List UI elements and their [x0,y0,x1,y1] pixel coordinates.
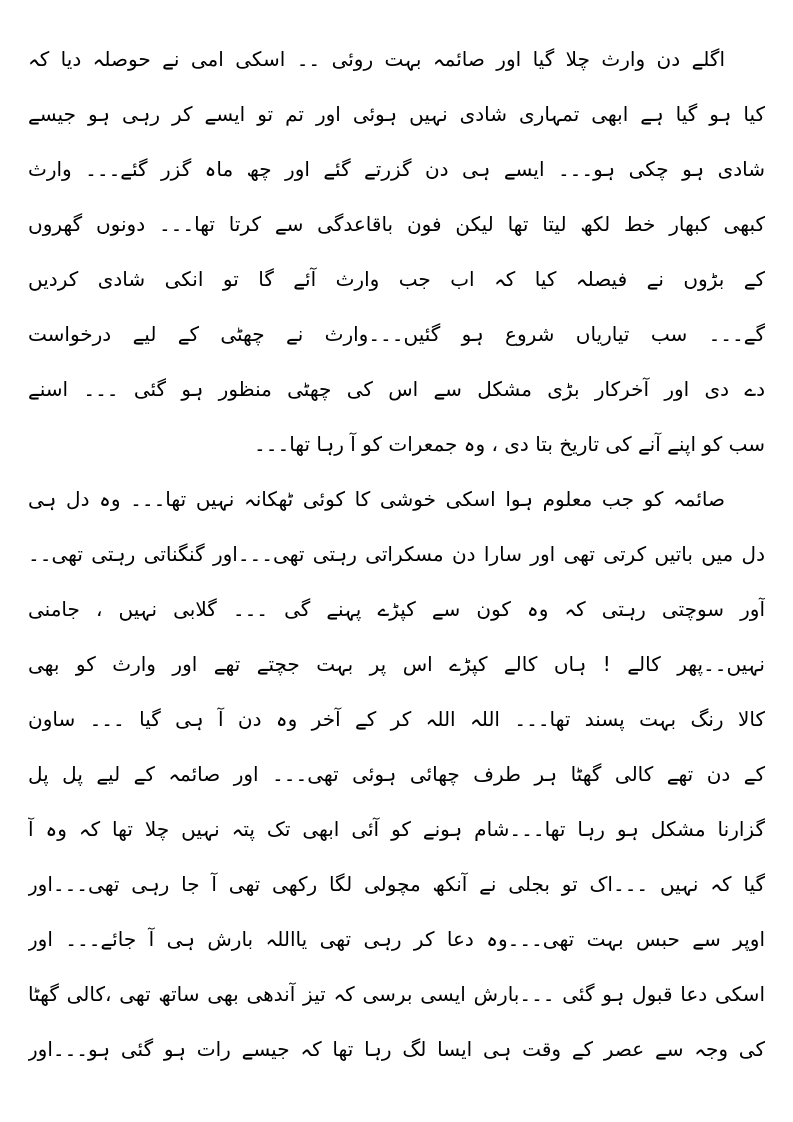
text-line: گزارنا مشکل ہو رہا تھا۔۔۔شام ہونے کو آئی ابھی تک پتہ نہیں چلا تھا کہ وہ آ [28,817,765,841]
text-line: دل میں باتیں کرتی تھی اور سارا دن مسکراتی رہتی تھی۔۔۔اور گنگناتی رہتی تھی۔۔ [28,542,765,566]
text-line: دے دی اور آخرکار بڑی مشکل سے اس کی چھٹی منظور ہو گئی ۔۔۔ اسنے [28,377,765,401]
text-line: کبھی کبھار خط لکھ لیتا تھا لیکن فون باقاعدگی سے کرتا تھا۔۔۔ دونوں گھروں [28,212,765,236]
text-line: اوپر سے حبس بہت تھی۔۔۔وہ دعا کر رہی تھی یااللہ بارش ہی آ جائے۔۔۔ اور [28,927,765,951]
text-line: اگلے دن وارث چلا گیا اور صائمہ بہت روئی ۔۔ اسکی امی نے حوصلہ دیا کہ [28,47,725,71]
text-line: نہیں۔۔پھر کالے ! ہاں کالے کپڑے اس پر بہت جچتے تھے اور وارث کو بھی [28,652,765,676]
urdu-text-block [28,32,765,1077]
text-line: کے دن تھے کالی گھٹا ہر طرف چھائی ہوئی تھی۔۔۔ اور صائمہ کے لیے پل پل [28,762,765,786]
text-line: کے بڑوں نے فیصلہ کیا کہ اب جب وارث آئے گا تو انکی شادی کردیں [28,267,765,291]
text-line: کی وجہ سے عصر کے وقت ہی ایسا لگ رہا تھا کہ جیسے رات ہو گئی ہو۔۔۔اور [28,1037,765,1061]
text-line: گیا کہ نہیں ۔۔۔اک تو بجلی نے آنکھ مچولی لگا رکھی تھی آ جا رہی تھی۔۔۔اور [28,872,765,896]
text-line: کیا ہو گیا ہے ابھی تمہاری شادی نہیں ہوئی اور تم تو ایسے کر رہی ہو جیسے [28,102,765,126]
text-line: شادی ہو چکی ہو۔۔۔ ایسے ہی دن گزرتے گئے اور چھ ماہ گزر گئے۔۔۔ وارث [28,157,765,181]
text-line: سب کو اپنے آنے کی تاریخ بتا دی ، وہ جمعرات کو آ رہا تھا۔۔۔ [254,432,765,456]
text-line: آور سوچتی رہتی کہ وہ کون سے کپڑے پہنے گی ۔۔۔ گلابی نہیں ، جامنی [28,597,765,621]
text-line: کالا رنگ بہت پسند تھا۔۔۔ اللہ اللہ کر کے آخر وہ دن آ ہی گیا ۔۔۔ ساون [28,707,765,731]
text-line: گے۔۔۔ سب تیاریاں شروع ہو گئیں۔۔۔وارث نے چھٹی کے لیے درخواست [28,322,765,346]
text-line: صائمہ کو جب معلوم ہوا اسکی خوشی کا کوئی ٹھکانہ نہیں تھا۔۔۔ وہ دل ہی [28,487,725,511]
text-line: اسکی دعا قبول ہو گئی ۔۔۔بارش ایسی برسی کہ تیز آندھی بھی ساتھ تھی ،کالی گھٹا [28,982,765,1006]
